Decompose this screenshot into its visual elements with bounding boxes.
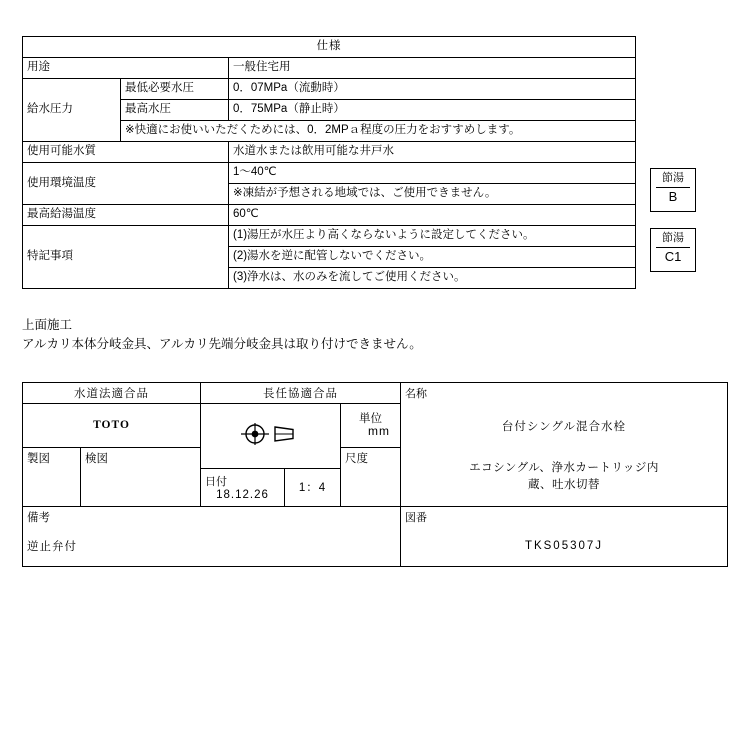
date-cell [201, 468, 285, 506]
eco-badge-b-bottom: B [668, 188, 678, 204]
spec-label-ambient-temp: 使用環境温度 [23, 163, 229, 205]
drawing-number-value: TKS05307J [401, 527, 728, 567]
table-row [23, 205, 636, 226]
product-name-value: 台付シングル混合水栓 [401, 404, 728, 448]
table-row [23, 527, 728, 567]
installation-note [22, 316, 422, 354]
spec-value-remark-3: (3)浄水は、水のみを流してご使用ください。 [229, 268, 636, 289]
scale-value: 1：4 [285, 468, 341, 506]
spec-value-max-hot-temp: 60℃ [229, 205, 636, 226]
brand-logo: TOTO [23, 404, 201, 448]
spec-value-remark-1: (1)湯圧が水圧より高くならないように設定してください。 [229, 226, 636, 247]
dwgno-label-cell [401, 506, 728, 527]
table-row [23, 506, 728, 527]
spec-sublabel-min-pressure: 最低必要水圧 [121, 79, 229, 100]
table-row [23, 37, 636, 58]
table-row [23, 448, 728, 469]
product-description [401, 448, 728, 507]
projection-symbol-svg [231, 421, 311, 447]
checked-label: 検図 [81, 448, 201, 469]
date-value: 18.12.26 [216, 489, 269, 501]
checked-value [81, 468, 201, 506]
eco-badge-b-top: 節湯 [662, 172, 684, 184]
scale-label: 尺度 [341, 448, 401, 469]
spec-label-max-hot-temp: 最高給湯温度 [23, 205, 229, 226]
spec-label-use: 用途 [23, 58, 229, 79]
spec-value-max-pressure: 0．75MPa（静止時） [229, 100, 636, 121]
spec-note-pressure: ※快適にお使いいただくためには、0．2MPａ程度の圧力をおすすめします。 [121, 121, 636, 142]
drawn-label: 製図 [23, 448, 81, 469]
spec-value-remark-2: (2)湯水を逆に配管しないでください。 [229, 247, 636, 268]
spec-value-ambient-temp: 1～40℃ [229, 163, 636, 184]
spec-table-title: 仕様 [23, 37, 636, 58]
table-row [23, 163, 636, 184]
eco-badge-c1-divider [656, 247, 690, 248]
remark-value: 逆止弁付 [23, 527, 401, 567]
installation-note-line2: アルカリ本体分岐金具、アルカリ先端分岐金具は取り付けできません。 [22, 336, 422, 351]
table-row [23, 226, 636, 247]
eco-badge-c1-top: 節湯 [662, 232, 684, 244]
table-row [23, 383, 728, 404]
unit-cell [341, 404, 401, 448]
spec-label-pressure: 給水圧力 [23, 79, 121, 142]
specification-table [22, 36, 636, 289]
spec-value-min-pressure: 0．07MPa（流動時） [229, 79, 636, 100]
spec-note-ambient-temp: ※凍結が予想される地域では、ご使用できません。 [229, 184, 636, 205]
unit-value: mm [368, 424, 390, 439]
table-row [23, 79, 636, 100]
spec-value-use: 一般住宅用 [229, 58, 636, 79]
installation-note-line1: 上面施工 [22, 318, 73, 332]
drawing-number-label: 図番 [405, 511, 427, 524]
table-row [23, 404, 728, 448]
cert-water-law: 水道法適合品 [23, 383, 201, 404]
spec-label-remarks: 特記事項 [23, 226, 229, 289]
eco-badge-b [650, 168, 696, 212]
name-label: 名称 [405, 388, 427, 401]
spec-sublabel-max-pressure: 最高水圧 [121, 100, 229, 121]
cert-chouninkyou: 長任協適合品 [201, 383, 401, 404]
eco-badge-c1 [650, 228, 696, 272]
date-label: 日付 [205, 476, 227, 488]
table-row [23, 58, 636, 79]
spec-label-water-quality: 使用可能水質 [23, 142, 229, 163]
table-row [23, 142, 636, 163]
unit-label: 単位 [359, 412, 382, 425]
name-label-cell [401, 383, 728, 404]
eco-badge-b-divider [656, 187, 690, 188]
third-angle-projection-icon [201, 404, 341, 469]
remark-label: 備考 [23, 506, 401, 527]
spec-value-water-quality: 水道水または飲用可能な井戸水 [229, 142, 636, 163]
title-block-table [22, 382, 728, 567]
drawn-value [23, 468, 81, 506]
product-description-line2: 蔵、吐水切替 [528, 478, 600, 491]
eco-badge-c1-bottom: C1 [664, 248, 682, 264]
product-description-line1: エコシングル、浄水カートリッジ内 [469, 461, 659, 474]
